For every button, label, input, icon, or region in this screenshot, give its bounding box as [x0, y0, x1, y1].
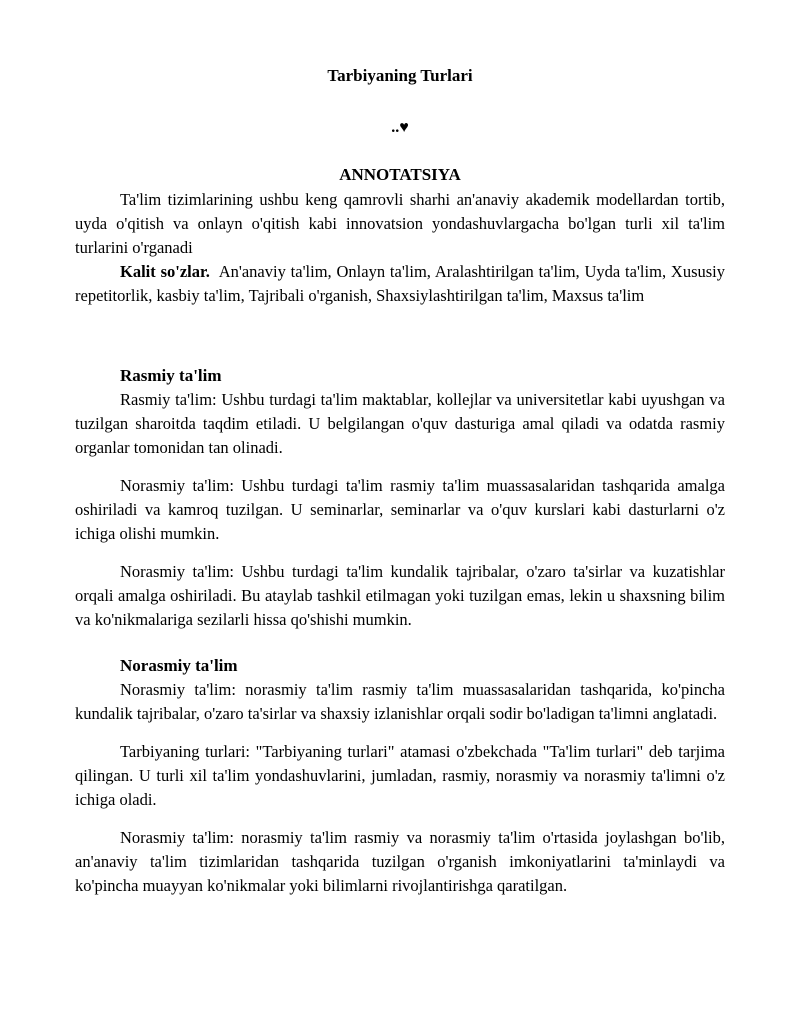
section-heading-rasmiy: Rasmiy ta'lim [120, 366, 222, 385]
section-paragraph: Tarbiyaning turlari: "Tarbiyaning turlari" atamasi o'zbekchada "Ta'lim turlari" deb tarjima qilingan. U turli xil ta'lim yondashuvlarini, jumladan, rasmiy, norasmiy va norasmiy ta'limni o'z ichiga oladi. [75, 742, 725, 809]
section-paragraph: Norasmiy ta'lim: Ushbu turdagi ta'lim kundalik tajribalar, o'zaro ta'sirlar va kuzatishlar orqali amalga oshiriladi. Bu ataylab tashkil etilmagan yoki tuzilgan emas, lekin u shaxsning bilim va ko'nikmalariga sezilarli hissa qo'shishi mumkin. [75, 562, 725, 629]
author-line: ..♥ [391, 119, 409, 136]
section-paragraph: Norasmiy ta'lim: norasmiy ta'lim rasmiy va norasmiy ta'lim o'rtasida joylashgan bo'lib, an'anaviy ta'lim tizimlaridan tashqarida tuzilgan o'rganish imkoniyatlarini ta'minlaydi va ko'pincha muayyan ko'nikmalar yoki bilimlarni rivojlantirishga qaratilgan. [75, 828, 725, 895]
section-paragraph: Norasmiy ta'lim: Ushbu turdagi ta'lim rasmiy ta'lim muassasalaridan tashqarida amalga oshiriladi va kamroq tuzilgan. U seminarlar, seminarlar va o'quv kurslari kabi dasturlarni o'z ichiga olishi mumkin. [75, 476, 725, 543]
annotation-text: Ta'lim tizimlarining ushbu keng qamrovli sharhi an'anaviy akademik modellardan tortib, uyda o'qitish va onlayn o'qitish kabi innovatsion yondashuvlargacha bo'lgan turli xil ta'lim turlarini o'rganadi [75, 190, 725, 257]
document-title: Tarbiyaning Turlari [327, 66, 473, 85]
section-paragraph: Norasmiy ta'lim: norasmiy ta'lim rasmiy ta'lim muassasalaridan tashqarida, ko'pincha kundalik tajribalar, o'zaro ta'sirlar va shaxsiy izlanishlar orqali sodir bo'ladigan ta'limni anglatadi. [75, 680, 725, 723]
section-heading-norasmiy: Norasmiy ta'lim [120, 656, 238, 675]
keywords-label: Kalit so'zlar. [120, 262, 210, 281]
keywords-text: An'anaviy ta'lim, Onlayn ta'lim, Aralashtirilgan ta'lim, Uyda ta'lim, Xususiy repetitorlik, kasbiy ta'lim, Tajribali o'rganish, Shaxsiylashtirilgan ta'lim, Maxsus ta'lim [75, 262, 725, 305]
section-paragraph: Rasmiy ta'lim: Ushbu turdagi ta'lim maktablar, kollejlar va universitetlar kabi uyushgan va tuzilgan sharoitda taqdim etiladi. U belgilangan o'quv dasturiga amal qiladi va odatda rasmiy organlar tomonidan tan olinadi. [75, 390, 725, 457]
keywords-paragraph [75, 260, 725, 308]
annotation-heading: ANNOTATSIYA [339, 165, 461, 184]
document-page [75, 62, 725, 898]
